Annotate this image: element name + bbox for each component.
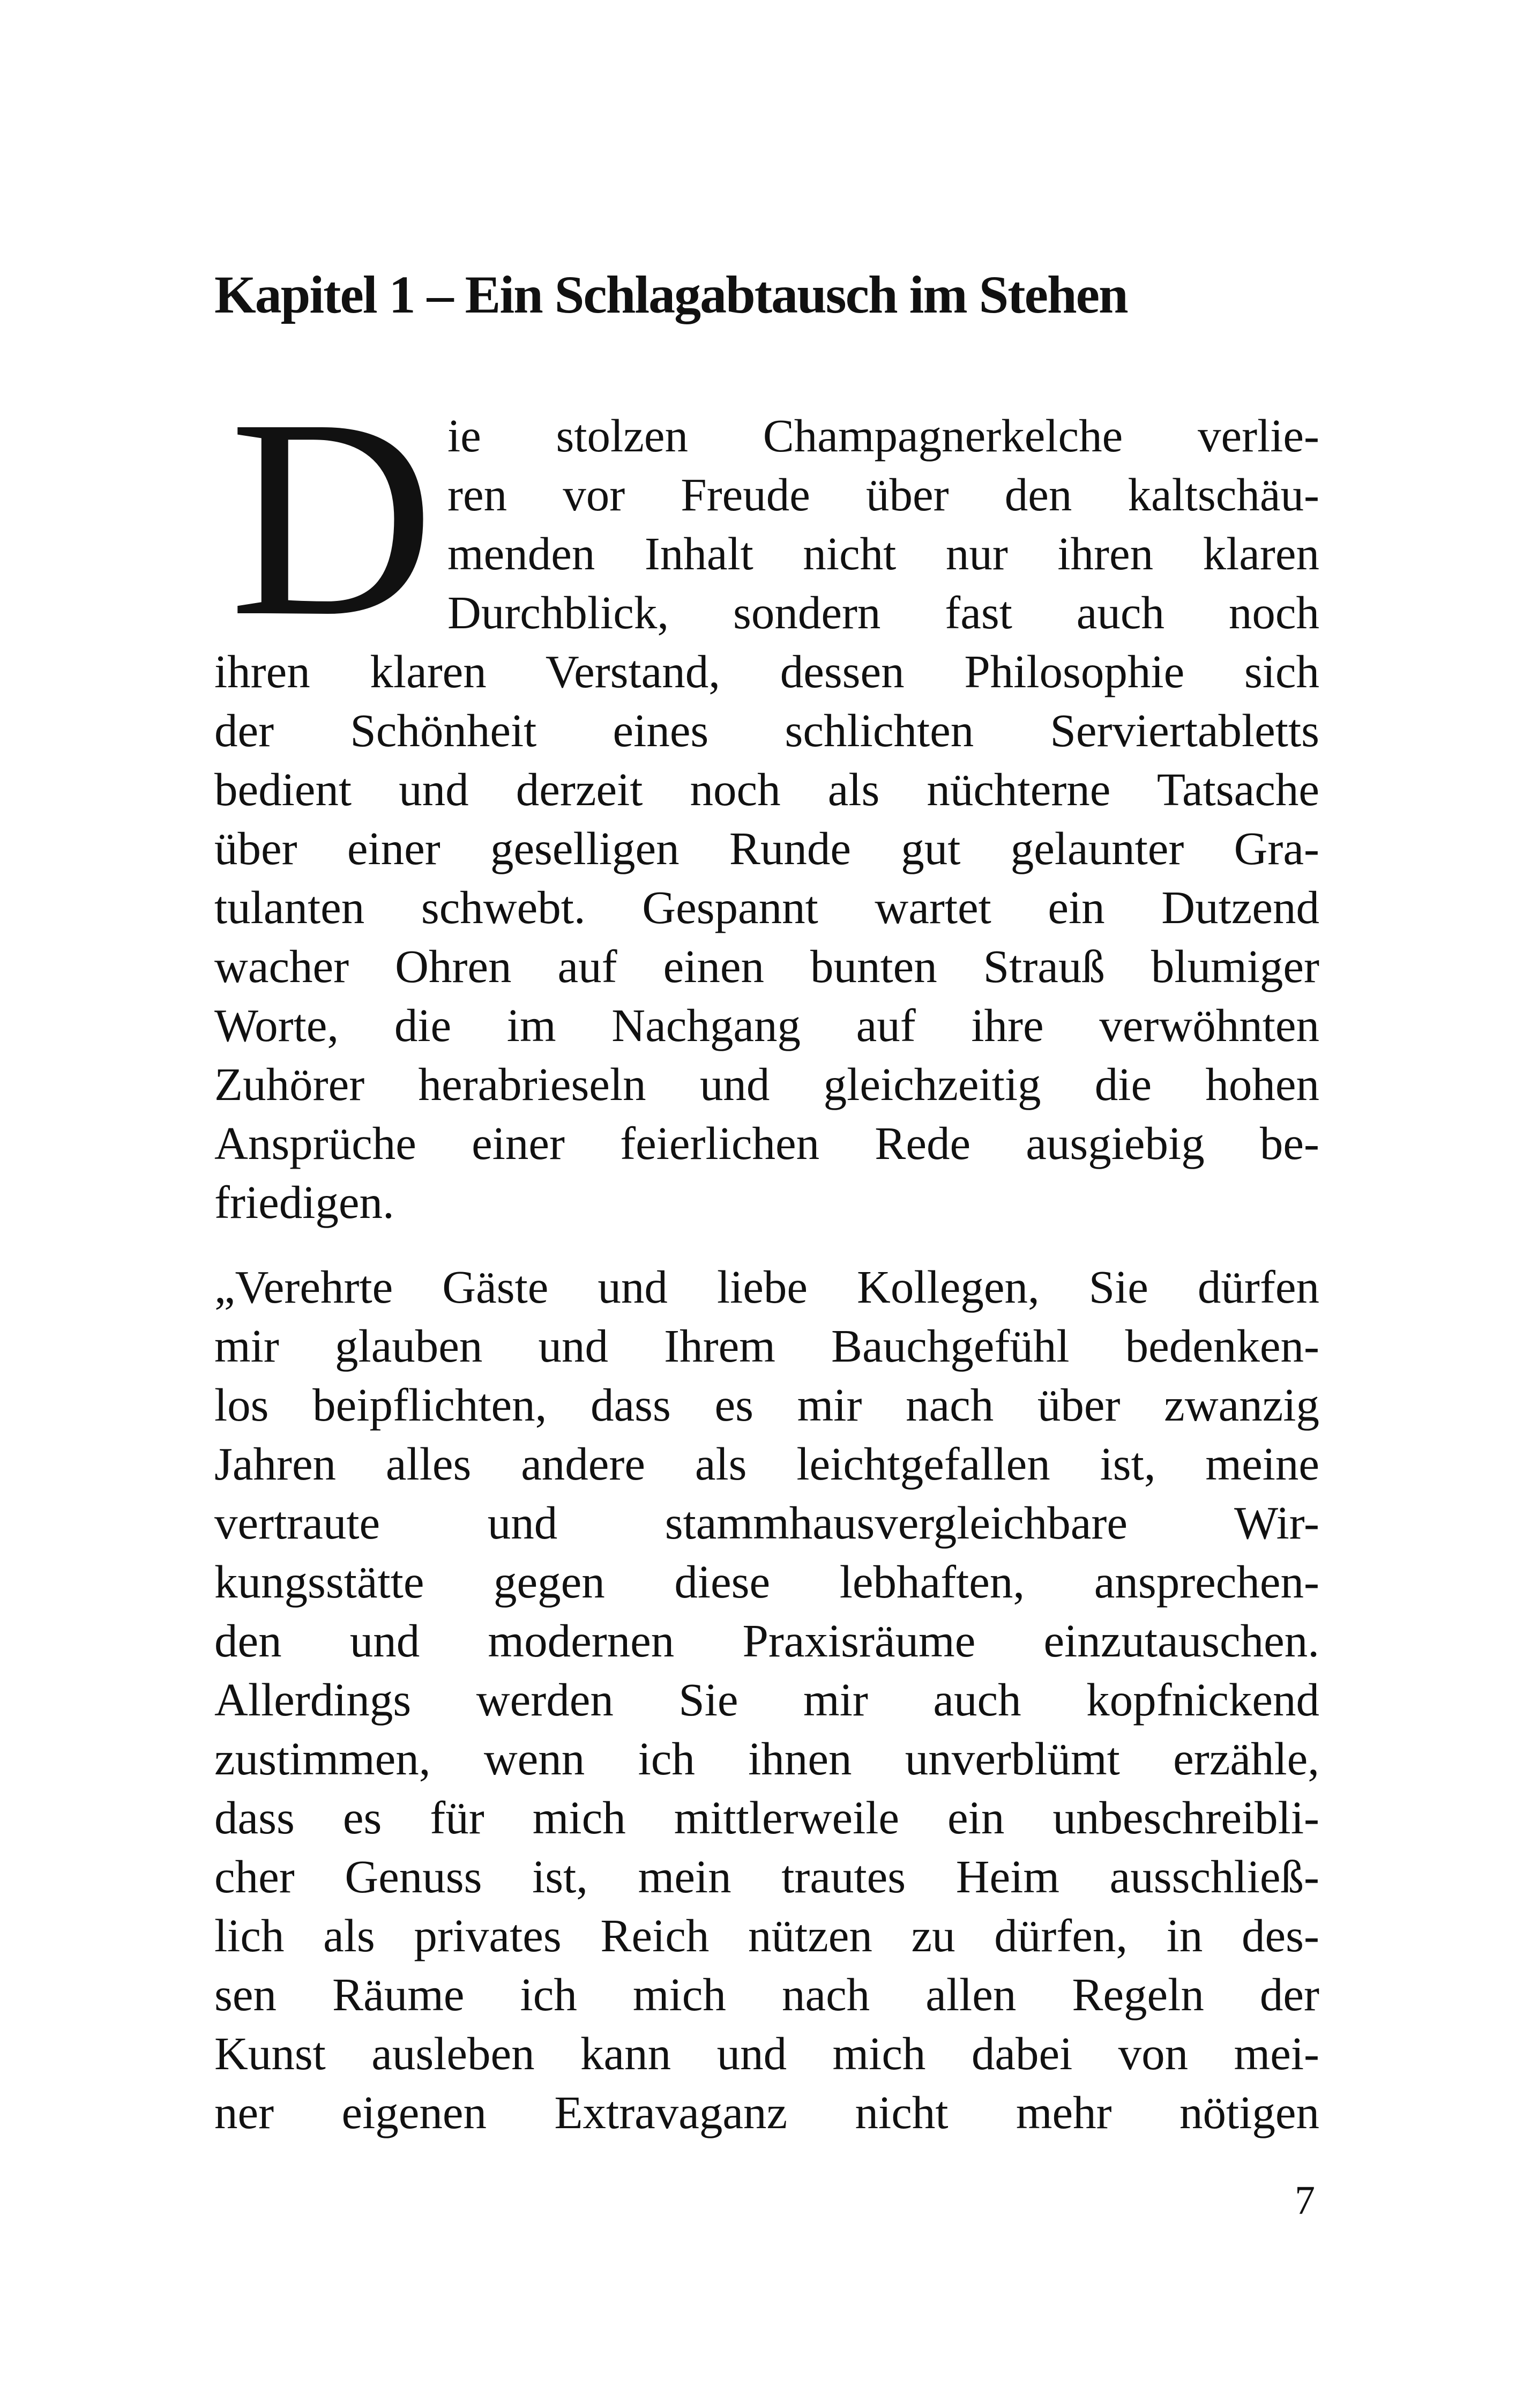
- text-line: ie stolzen Champagnerkelche verlie-: [447, 410, 1319, 462]
- text-line: mir glauben und Ihrem Bauchgefühl bedenken-: [214, 1320, 1319, 1372]
- chapter-title: Kapitel 1 – Ein Schlagabtausch im Stehen: [214, 265, 1128, 324]
- text-line: Kunst ausleben kann und mich dabei von mei-: [214, 2027, 1319, 2079]
- text-line: sen Räume ich mich nach allen Regeln der: [214, 1968, 1319, 2020]
- text-line: über einer geselligen Runde gut gelaunter Gra-: [214, 822, 1319, 874]
- text-line: ner eigenen Extravaganz nicht mehr nötigen: [214, 2086, 1319, 2138]
- text-line: der Schönheit eines schlichten Serviertabletts: [214, 704, 1319, 756]
- text-line: lich als privates Reich nützen zu dürfen, in des-: [214, 1909, 1319, 1961]
- text-line: vertraute und stammhausvergleichbare Wir-: [214, 1497, 1319, 1549]
- text-line: Worte, die im Nachgang auf ihre verwöhnten: [214, 999, 1319, 1051]
- body-text: [214, 406, 1319, 2142]
- text-line: wacher Ohren auf einen bunten Strauß blumiger: [214, 940, 1319, 992]
- text-line: dass es für mich mittlerweile ein unbeschreibli-: [214, 1792, 1319, 1844]
- text-line: ihren klaren Verstand, dessen Philosophie sich: [214, 645, 1319, 697]
- text-line: tulanten schwebt. Gespannt wartet ein Dutzend: [214, 881, 1319, 933]
- text-line: den und modernen Praxisräume einzutauschen.: [214, 1615, 1319, 1667]
- text-line: kungsstätte gegen diese lebhaften, ansprechen-: [214, 1556, 1319, 1608]
- paragraph-gap: [214, 1232, 1319, 1258]
- text-line: menden Inhalt nicht nur ihren klaren: [447, 527, 1319, 579]
- page-number: 7: [1295, 2178, 1315, 2223]
- text-line: los beipflichten, dass es mir nach über zwanzig: [214, 1379, 1319, 1431]
- drop-cap-initial: D: [229, 360, 435, 675]
- text-line: bedient und derzeit noch als nüchterne Tatsache: [214, 763, 1319, 815]
- text-line: Allerdings werden Sie mir auch kopfnickend: [214, 1674, 1319, 1726]
- text-line: Ansprüche einer feierlichen Rede ausgiebig be-: [214, 1117, 1319, 1169]
- text-line: Durchblick, sondern fast auch noch: [447, 586, 1319, 638]
- text-line: „Verehrte Gäste und liebe Kollegen, Sie dürfen: [214, 1261, 1319, 1313]
- text-line: friedigen.: [214, 1176, 394, 1228]
- text-line: Jahren alles andere als leichtgefallen ist, meine: [214, 1438, 1319, 1490]
- text-line: Zuhörer herabrieseln und gleichzeitig die hohen: [214, 1058, 1319, 1110]
- text-line: zustimmen, wenn ich ihnen unverblümt erzähle,: [214, 1733, 1319, 1785]
- text-line: cher Genuss ist, mein trautes Heim ausschließ-: [214, 1850, 1319, 1902]
- text-line: ren vor Freude über den kaltschäu-: [447, 469, 1319, 521]
